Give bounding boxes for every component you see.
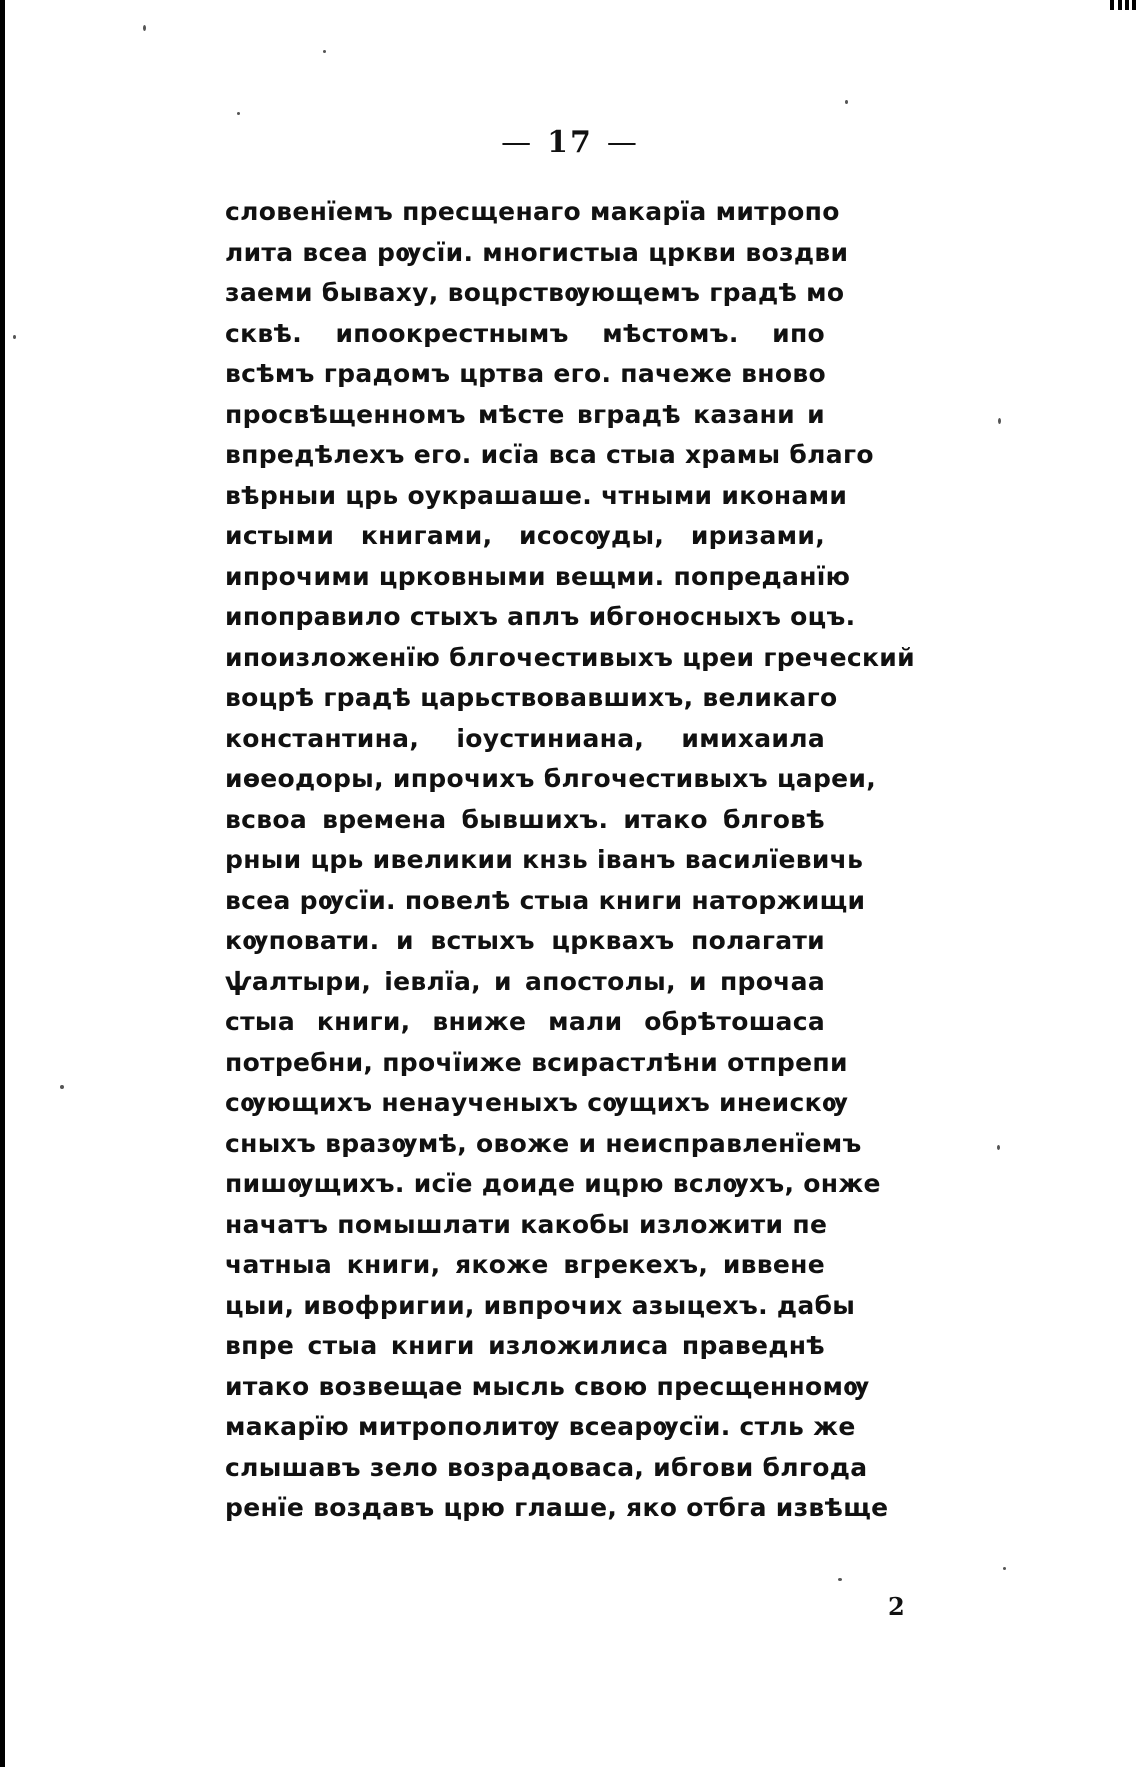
text-line: всвоа времена бывшихъ. итако блговѣ <box>225 804 825 834</box>
text-line: ипоправило стыхъ аплъ ибгоносныхъ оцъ. <box>225 602 856 631</box>
text-line: пишѹщихъ. исїе доиде ицрю вслѹхъ, онже <box>225 1169 881 1198</box>
text-line: сѹющихъ ненаученыхъ сѹщихъ инеискѹ <box>225 1088 849 1117</box>
page-number: 17 <box>547 125 593 160</box>
print-speck <box>13 335 16 339</box>
text-line: словенїемъ пресщенаго макарїа митропо <box>225 197 840 226</box>
print-speck <box>998 418 1001 424</box>
page-header <box>0 125 1140 160</box>
signature-mark: 2 <box>888 1592 905 1621</box>
text-line: сныхъ вразѹмѣ, овоже и неисправленїемъ <box>225 1128 862 1158</box>
edge-marks <box>1110 0 1140 10</box>
text-line: начатъ помышлати какобы изложити пе <box>225 1209 828 1239</box>
text-line: заеми бываху, воцрствѹющемъ градѣ мо <box>225 278 845 307</box>
text-line: всеа рѹсїи. повелѣ стыа книги наторжищи <box>225 885 866 915</box>
text-line: итако возвещае мысль свою пресщенномѹ <box>225 1371 870 1401</box>
text-line: кѹповати. и встыхъ црквахъ полагати <box>225 926 825 955</box>
print-speck <box>997 1145 1000 1150</box>
text-line: просвѣщенномъ мѣсте вградѣ казани и <box>225 399 825 429</box>
text-line: ѱалтыри, iевлїа, и апостолы, и прочаа <box>225 966 825 996</box>
text-line: ипрочими црковными вещми. попреданїю <box>225 561 851 591</box>
text-line: потребни, прочїиже всирастлѣни отпрепи <box>225 1047 848 1077</box>
text-line: ипоизложенїю блгочестивыхъ цреи греческий <box>225 642 915 672</box>
print-speck <box>323 50 326 53</box>
print-speck <box>237 112 240 115</box>
text-line: чатныа книги, якоже вгрекехъ, иввене <box>225 1250 825 1279</box>
text-line: истыми книгами, исосѹды, иризами, <box>225 521 825 550</box>
text-line: макарїю митрополитѹ всеарѹсїи. стль же <box>225 1412 856 1441</box>
text-line: впредѣлехъ его. исїа вса стыа храмы благо <box>225 440 874 469</box>
text-line: всѣмъ градомъ цртва его. пачеже вново <box>225 359 826 388</box>
header-dash-right: — <box>606 125 639 160</box>
text-line: слышавъ зело возрадоваса, ибгови блгода <box>225 1452 868 1482</box>
text-line: иѳеодоры, ипрочихъ блгочестивыхъ цареи, <box>225 764 877 793</box>
text-line: сквѣ. ипоокрестнымъ мѣстомъ. ипо <box>225 318 825 348</box>
header-dash-left: — <box>501 125 534 160</box>
text-line: константина, iоустиниана, имихаила <box>225 723 825 753</box>
page-edge-rule <box>0 0 5 1767</box>
print-speck <box>845 100 848 104</box>
print-speck <box>838 1578 842 1581</box>
print-speck <box>143 25 146 31</box>
text-line: рныи црь ивеликии кнзь iванъ василїевичь <box>225 845 864 874</box>
text-line: ренїе воздавъ црю глаше, яко отбга извѣще <box>225 1493 889 1522</box>
text-line: лита всеа рѹсїи. многистыа цркви воздви <box>225 237 849 267</box>
text-line: цыи, ивофригии, ивпрочих азыцехъ. дабы <box>225 1290 856 1320</box>
print-speck <box>60 1085 64 1089</box>
text-line: вѣрныи црь оукрашаше. чтными иконами <box>225 480 848 510</box>
text-line: впре стыа книги изложилиса праведнѣ <box>225 1331 825 1360</box>
print-speck <box>1003 1567 1006 1570</box>
body-text <box>225 192 915 1529</box>
text-line: воцрѣ градѣ царьствовавшихъ, великаго <box>225 683 838 712</box>
text-line: стыа книги, вниже мали обрѣтошаса <box>225 1007 825 1036</box>
